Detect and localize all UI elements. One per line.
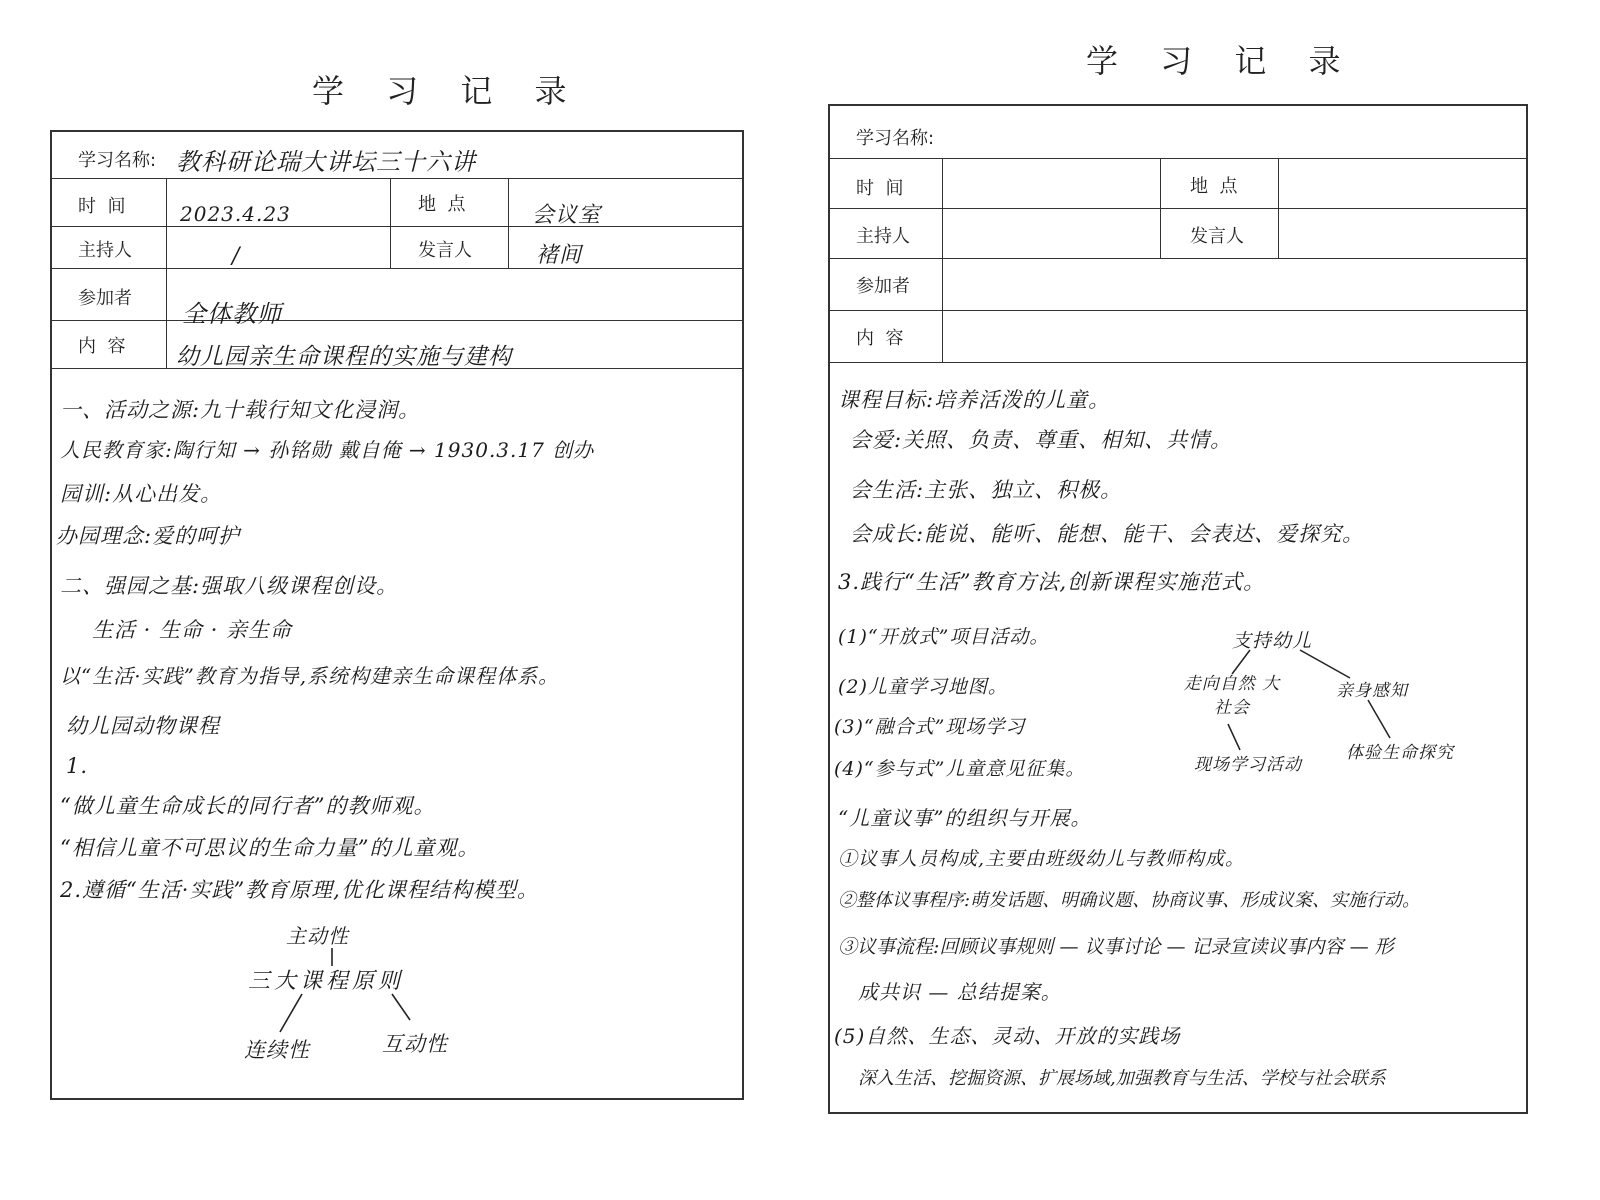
left-name-label: 学习名称: xyxy=(78,150,157,171)
left-content-label: 内 容 xyxy=(78,336,126,357)
left-body-line-9: 1. xyxy=(66,754,89,778)
right-body-line-9: (4)“参与式”儿童意见征集。 xyxy=(834,758,1086,780)
right-body-line-4: 会成长:能说、能听、能想、能干、会表达、爱探究。 xyxy=(850,522,1365,546)
right-body-line-12: ②整体议事程序:萌发话题、明确议题、协商议事、形成议案、实施行动。 xyxy=(838,890,1421,911)
left-body-line-6: 生活 · 生命 · 亲生命 xyxy=(92,618,293,642)
right-body-line-11: ①议事人员构成,主要由班级幼儿与教师构成。 xyxy=(838,848,1246,870)
left-body-line-1: 一、活动之源:九十载行知文化浸润。 xyxy=(60,398,421,422)
left-form-table xyxy=(50,130,744,1100)
left-body-line-4: 办园理念:爱的呵护 xyxy=(56,524,241,548)
right-place-label: 地 点 xyxy=(1190,176,1238,197)
left-time-value: 2023.4.23 xyxy=(180,202,291,226)
left-name-value: 教科研论瑞大讲坛三十六讲 xyxy=(176,148,476,176)
right-diagram-top: 支持幼儿 xyxy=(1232,630,1313,652)
right-page-title: 学 习 记 录 xyxy=(1086,42,1357,80)
right-diagram-connectors xyxy=(830,106,1530,1116)
left-host-value: / xyxy=(232,244,241,269)
left-body-line-2: 人民教育家:陶行知 → 孙铭勋 戴自俺 → 1930.3.17 创办 xyxy=(60,438,595,462)
left-place-label: 地 点 xyxy=(418,194,466,215)
right-name-label: 学习名称: xyxy=(856,128,935,149)
right-content-label: 内 容 xyxy=(856,328,904,349)
left-body-line-8: 幼儿园动物课程 xyxy=(66,714,220,738)
right-body-line-10: “儿童议事”的组织与开展。 xyxy=(838,806,1092,830)
left-diagram-top: 主动性 xyxy=(286,924,349,948)
right-host-label: 主持人 xyxy=(856,226,910,247)
left-participants-label: 参加者 xyxy=(78,288,132,309)
right-body-line-3: 会生活:主张、独立、积极。 xyxy=(850,478,1123,502)
left-speaker-value: 褚间 xyxy=(536,243,583,268)
left-body-line-5: 二、强园之基:强取八级课程创设。 xyxy=(60,574,399,598)
right-body-line-1: 课程目标:培养活泼的儿童。 xyxy=(838,388,1111,412)
left-diagram-center: 三大课程原则 xyxy=(248,969,405,994)
right-body-line-15: (5)自然、生态、灵动、开放的实践场 xyxy=(834,1024,1181,1048)
left-diagram-left: 连续性 xyxy=(244,1038,310,1062)
right-body-line-13: ③议事流程:回顾议事规则 — 议事讨论 — 记录宣读议事内容 — 形 xyxy=(838,936,1394,958)
right-body-line-8: (3)“融合式”现场学习 xyxy=(834,716,1026,738)
right-body-line-16: 深入生活、挖掘资源、扩展场域,加强教育与生活、学校与社会联系 xyxy=(858,1068,1386,1089)
right-page xyxy=(800,0,1600,1200)
left-page-title: 学 习 记 录 xyxy=(312,72,583,110)
left-body-line-3: 园训:从心出发。 xyxy=(60,482,223,506)
left-content-value: 幼儿园亲生命课程的实施与建构 xyxy=(176,344,512,370)
right-body-line-5: 3.践行“生活”教育方法,创新课程实施范式。 xyxy=(838,570,1266,594)
right-speaker-label: 发言人 xyxy=(1190,226,1244,247)
left-body-line-11: “相信儿童不可思议的生命力量”的儿童观。 xyxy=(60,836,480,860)
right-body-line-6: (1)“开放式”项目活动。 xyxy=(838,626,1050,648)
right-body-line-2: 会爱:关照、负责、尊重、相知、共情。 xyxy=(850,428,1233,452)
left-diagram-right: 互动性 xyxy=(382,1032,448,1056)
left-body-line-10: “做儿童生命成长的同行者”的教师观。 xyxy=(60,794,436,818)
left-place-value: 会议室 xyxy=(532,203,602,228)
right-diagram-bottom-right: 体验生命探究 xyxy=(1346,743,1454,763)
left-host-label: 主持人 xyxy=(78,240,132,261)
left-body-line-12: 2.遵循“生活·实践”教育原理,优化课程结构模型。 xyxy=(60,878,539,902)
right-participants-label: 参加者 xyxy=(856,276,910,297)
left-speaker-label: 发言人 xyxy=(418,240,472,261)
left-diagram-connectors xyxy=(52,132,746,1102)
left-participants-value: 全体教师 xyxy=(182,300,282,328)
left-time-label: 时 间 xyxy=(78,196,126,217)
left-body-line-7: 以“生活·实践”教育为指导,系统构建亲生命课程体系。 xyxy=(60,664,560,688)
right-body-line-7: (2)儿童学习地图。 xyxy=(838,676,1008,698)
right-body-line-14: 成共识 — 总结提案。 xyxy=(858,980,1062,1004)
right-diagram-left: 走向自然 大社会 xyxy=(1183,674,1281,718)
right-form-table xyxy=(828,104,1528,1114)
right-time-label: 时 间 xyxy=(856,178,904,199)
right-diagram-bottom-left: 现场学习活动 xyxy=(1194,755,1302,775)
right-diagram-right: 亲身感知 xyxy=(1336,681,1408,701)
